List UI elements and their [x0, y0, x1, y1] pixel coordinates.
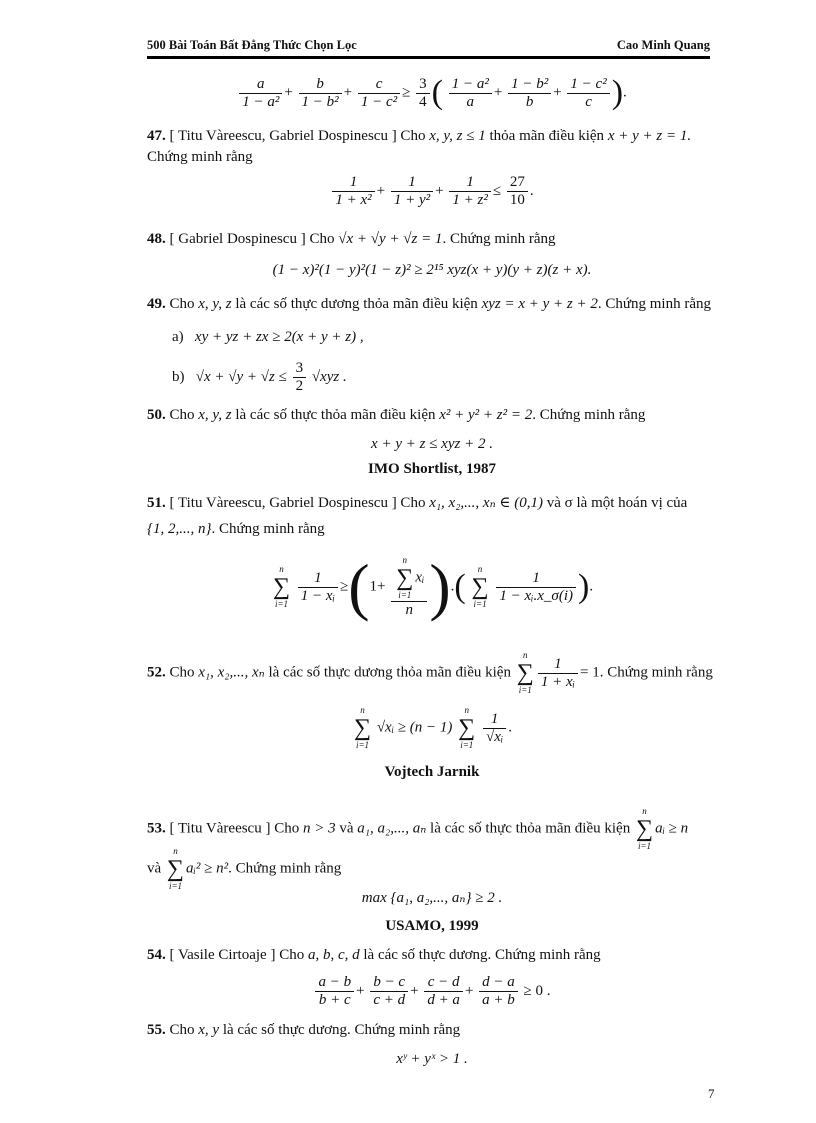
problem-52-formula: n ∑ i=1 √xᵢ ≥ (n − 1) n ∑ i=1 $\frac{1}{\text{√xᵢ}}$ .	[353, 705, 513, 750]
page-number: 7	[708, 1086, 715, 1101]
problem-47: 47. [ Titu Vàreescu, Gabriel Dospinescu ] Cho x, y, z ≤ 1 thỏa mãn điều kiện x + y + z = 1. Chứng minh rằng	[147, 128, 692, 165]
problem-53: 53. [ Titu Vàreescu ] Cho n > 3 và a₁, a₂,..., aₙ là các số thực thỏa mãn điều kiện n ∑ i=1 aᵢ ≥ n	[147, 806, 689, 851]
problem-55: 55. Cho x, y là các số thực dương. Chứng minh rằng	[147, 1022, 461, 1038]
problem-51-formula: n ∑ i=1 $\frac{1}{\text{1 − xᵢ}}$ ≥(1+ n ∑ i=1 xᵢ n ).( n ∑ i=1 $\frac{1}{\text{1 − xᵢ.x\_σ(i)}}$ ).	[272, 551, 594, 622]
problem-50-source: IMO Shortlist, 1987	[368, 461, 496, 477]
problem-49: 49. Cho x, y, z là các số thực dương thỏa mãn điều kiện xyz = x + y + z + 2. Chứng minh rằng	[147, 296, 711, 312]
problem-52: 52. Cho x₁, x₂,..., xₙ là các số thực dương thỏa mãn điều kiện n ∑ i=1 $\frac{1}{\text{1 + xᵢ}}$ = 1. Chứng minh rằng	[147, 650, 713, 695]
author-name: Cao Minh Quang	[616, 38, 710, 52]
problem-54-formula: $\frac{a - b}{b + c}$ + $\frac{b - c}{c + d}$ + $\frac{c - d}{d + a}$ + $\frac{d - a}{a + b}$ ≥ 0 .	[147, 974, 717, 1009]
problem-49a: a) xy + yz + zx ≥ 2(x + y + z) ,	[172, 329, 364, 345]
header-rule	[147, 56, 710, 59]
problem-52-source: Vojtech Jarnik	[384, 764, 480, 780]
problem-47-formula: $\frac{1}{\text{1 + x²}}$ + $\frac{1}{\text{1 + y²}}$ + $\frac{1}{\text{1 + z²}}$ ≤ $\frac{27}{10}$ .	[147, 174, 717, 209]
problem-49b: b) √x + √y + √z ≤ $\frac{3}{2}$ √xyz .	[172, 360, 347, 394]
problem-55-formula: xʸ + yˣ > 1 .	[396, 1051, 468, 1067]
problem-48-formula: (1 − x)²(1 − y)²(1 − z)² ≥ 2¹⁵ xyz(x + y)(y + z)(z + x).	[272, 262, 592, 278]
intro-formula: $\frac{a}{\text{1 − a²}}$ + $\frac{b}{\text{1 − b²}}$ + $\frac{c}{\text{1 − c²}}$ ≥ $\frac{3}{4}$ ( $\frac{\text{1 − a²}}{a}$ + $\frac{\text{1 − b²}}{b}$ + $\frac{\text{1 − c²}}{c}$ ).	[147, 74, 717, 112]
problem-53-formula: max {a₁, a₂,..., aₙ} ≥ 2 .	[361, 890, 503, 906]
problem-48: 48. [ Gabriel Dospinescu ] Cho √x + √y + √z = 1. Chứng minh rằng	[147, 231, 556, 247]
book-title: 500 Bài Toán Bất Đẳng Thức Chọn Lọc	[147, 38, 357, 52]
page-header	[147, 38, 710, 54]
problem-54: 54. [ Vasile Cirtoaje ] Cho a, b, c, d là các số thực dương. Chứng minh rằng	[147, 947, 601, 963]
problem-53-source: USAMO, 1999	[385, 918, 479, 934]
problem-51: 51. [ Titu Vàreescu, Gabriel Dospinescu ] Cho x₁, x₂,..., xₙ ∈ (0,1) và σ là một hoán vị của {1, 2,..., n}. Chứng minh rằng	[147, 495, 688, 537]
problem-50: 50. Cho x, y, z là các số thực thỏa mãn điều kiện x² + y² + z² = 2. Chứng minh rằng	[147, 407, 646, 423]
problem-50-formula: x + y + z ≤ xyz + 2 .	[371, 436, 493, 452]
problem-53-cont: và n ∑ i=1 aᵢ² ≥ n². Chứng minh rằng	[147, 846, 342, 891]
